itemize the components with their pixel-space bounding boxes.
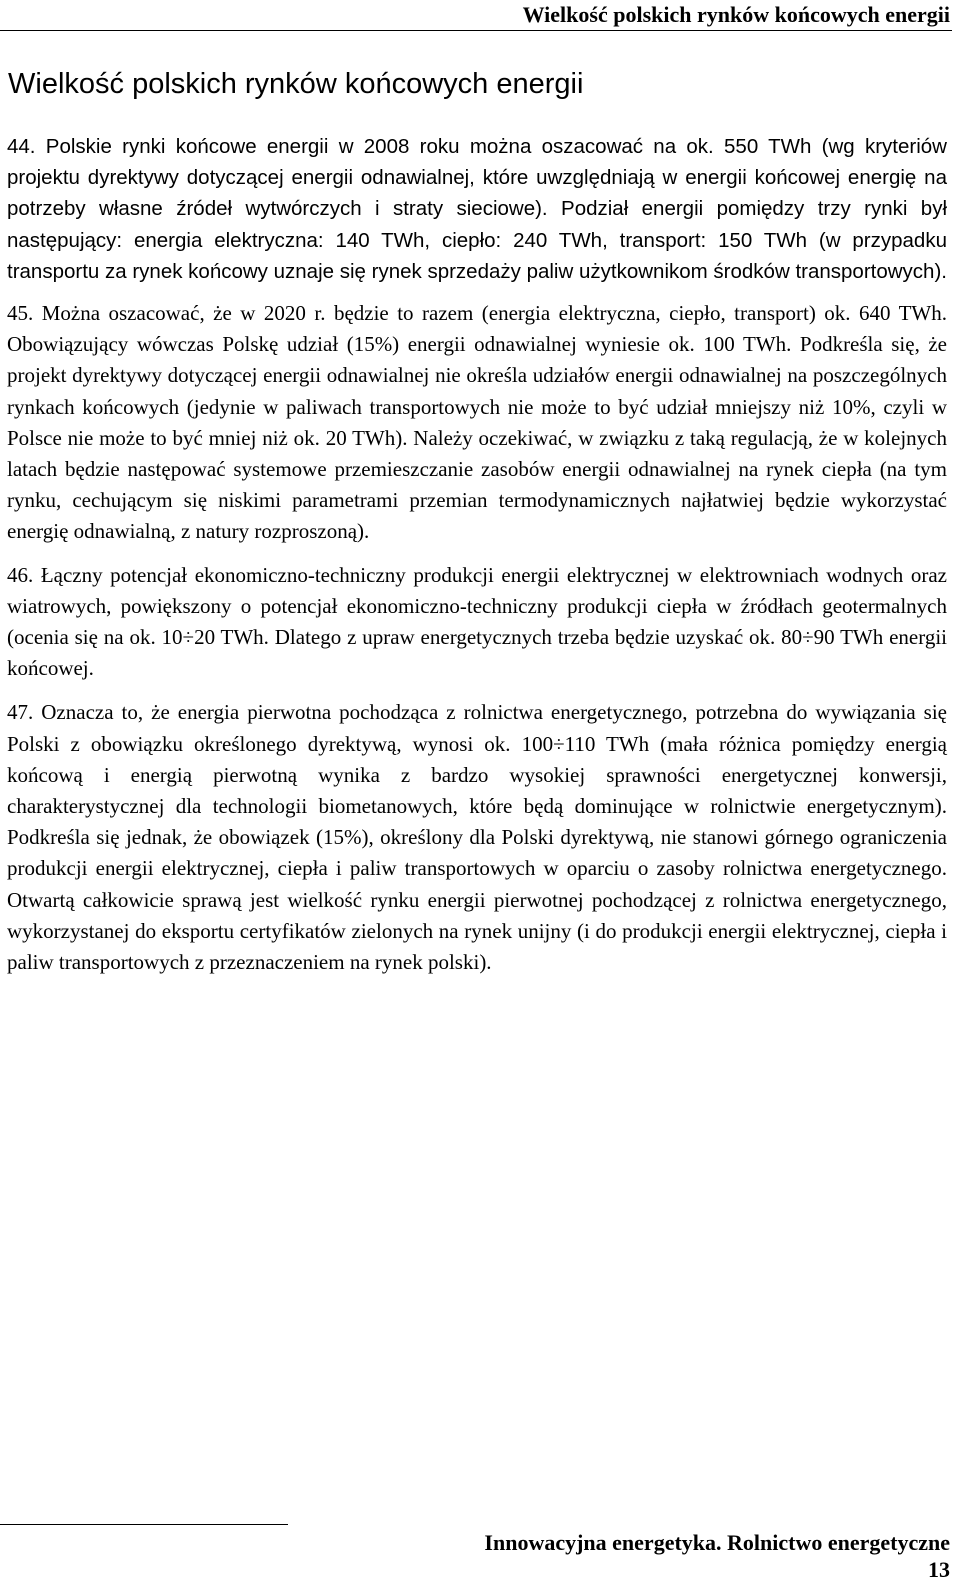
paragraph-45: 45. Można oszacować, że w 2020 r. będzie to razem (energia elektryczna, ciepło, transport) ok. 640 TWh. Obowiązujący wówczas Polskę udział (15%) energii odnawialnej wyniesie ok. 100 TWh. Podkreśla się, że projekt dyrektywy dotyczącej energii odnawialnej nie określa udziałów energii odnawialnej na poszczególnych rynkach końcowych (jedynie w paliwach transportowych nie może to być udział mniejszy niż 10%, czyli w Polsce nie może to być mniej niż ok. 20 TWh). Należy oczekiwać, w związku z taką regulacją, że w kolejnych latach będzie następować systemowe przemieszczanie zasobów energii odnawialnej na rynek ciepła (na tym rynku, cechującym się niskimi parametrami przemian termodynamicznych najłatwiej będzie wykorzystać energię odnawialną, z natury rozproszoną).	[7, 301, 947, 544]
paragraph-47: 47. Oznacza to, że energia pierwotna pochodząca z rolnictwa energetycznego, potrzebna do wywiązania się Polski z obowiązku określonego dyrektywą, wynosi ok. 100÷110 TWh (mała różnica pomiędzy energią końcową i energią pierwotną wynika z bardzo wysokiej sprawności energetycznej konwersji, charakterystycznej dla technologii biometanowych, które będą dominujące w rolnictwie energetycznym). Podkreśla się jednak, że obowiązek (15%), określony dla Polski dyrektywą, nie stanowi górnego ograniczenia produkcji energii elektrycznej, ciepła i paliw transportowych w oparciu o zasoby rolnictwa energetycznego. Otwartą całkowicie sprawą jest wielkość rynku energii pierwotnej pochodzącej z rolnictwa energetycznego, wykorzystanej do eksportu certyfikatów zielonych na rynek unijny (i do produkcji energii elektrycznej, ciepła i paliw transportowych z przeznaczeniem na rynek polski).	[7, 700, 947, 975]
footer-divider	[0, 1524, 288, 1525]
body-text	[7, 131, 947, 978]
running-footer: Innowacyjna energetyka. Rolnictwo energetyczne	[484, 1530, 950, 1555]
running-header: Wielkość polskich rynków końcowych energii	[522, 2, 950, 27]
paragraph-44: 44. Polskie rynki końcowe energii w 2008 roku można oszacować na ok. 550 TWh (wg kryteriów projektu dyrektywy dotyczącej energii odnawialnej, które uwzględniają w energii końcowej energię na potrzeby własne źródeł wytwórczych i straty sieciowe). Podział energii pomiędzy trzy rynki był następujący: energia elektryczna: 140 TWh, ciepło: 240 TWh, transport: 150 TWh (w przypadku transportu za rynek końcowy uznaje się rynek sprzedaży paliw użytkownikom środków transportowych).	[7, 135, 947, 283]
section-title: Wielkość polskich rynków końcowych energii	[8, 68, 584, 100]
page-number: 13	[928, 1557, 950, 1582]
header-divider	[0, 30, 952, 31]
paragraph-46: 46. Łączny potencjał ekonomiczno-techniczny produkcji energii elektrycznej w elektrowniach wodnych oraz wiatrowych, powiększony o potencjał ekonomiczno-techniczny produkcji ciepła w źródłach geotermalnych (ocenia się na ok. 10÷20 TWh. Dlatego z upraw energetycznych trzeba będzie uzyskać ok. 80÷90 TWh energii końcowej.	[7, 562, 947, 681]
